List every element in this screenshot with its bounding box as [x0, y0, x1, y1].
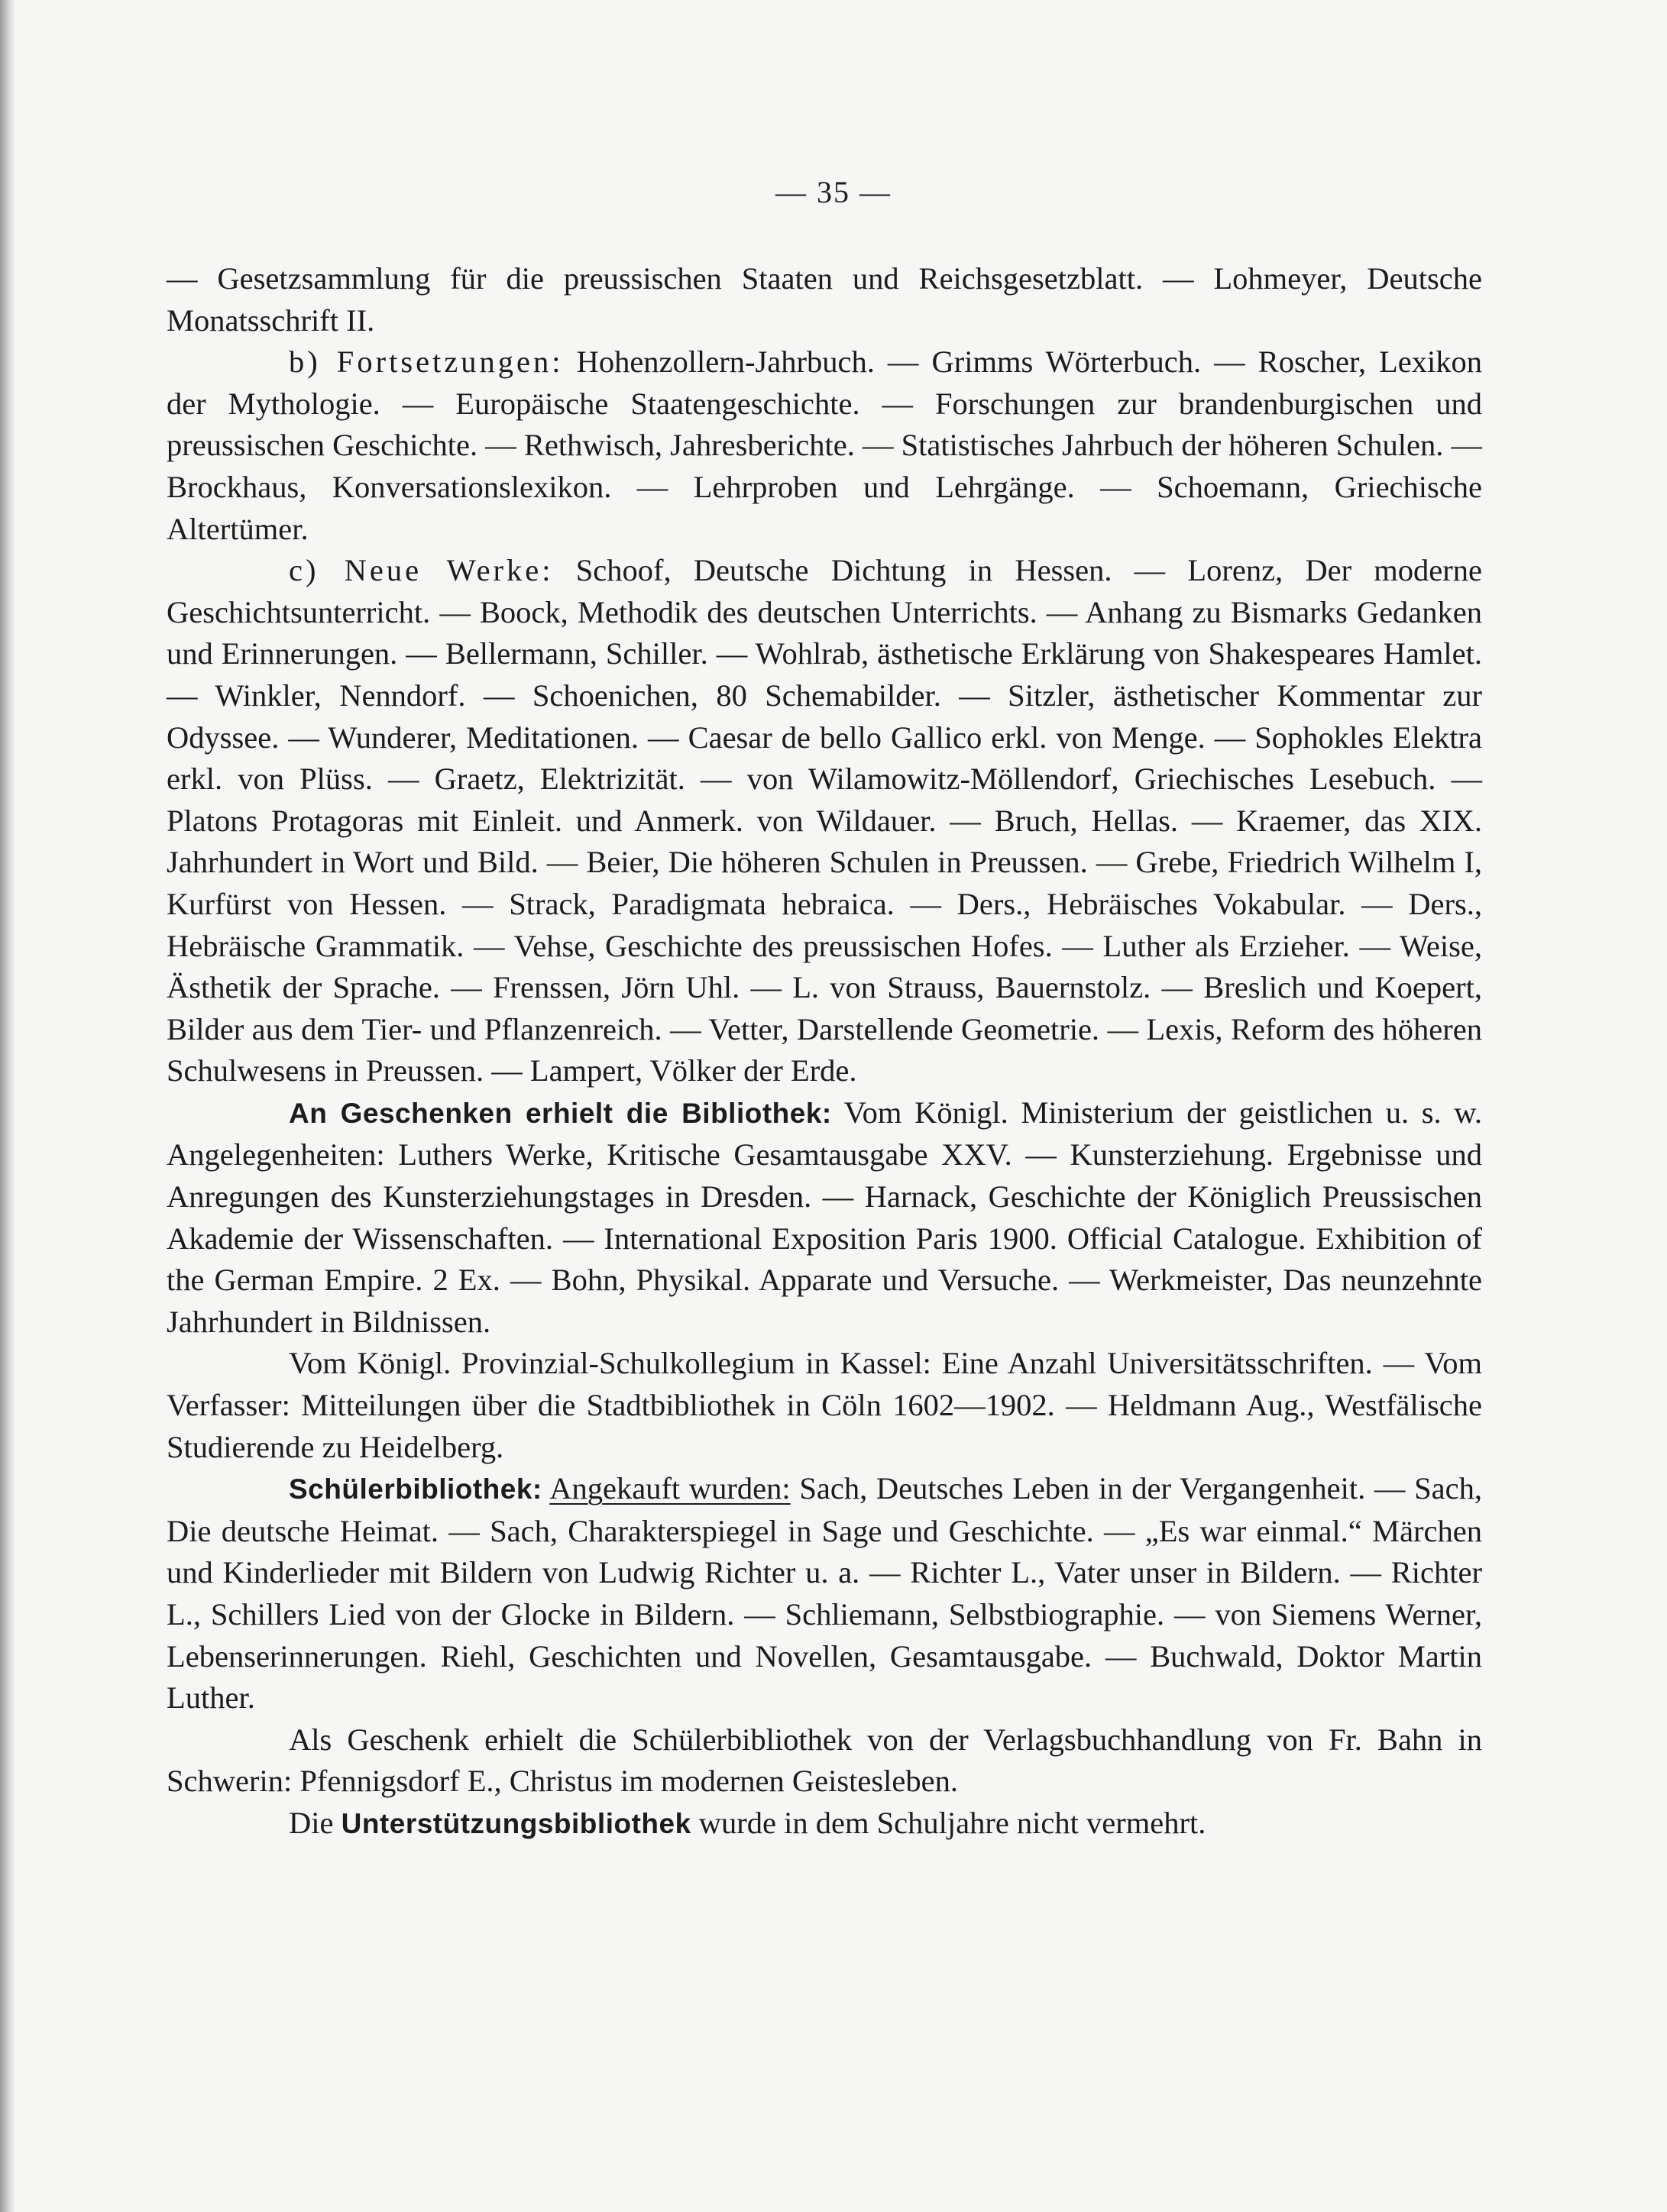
paragraph-text: Vom Königl. Provinzial-Schulkollegium in Kassel: Eine Anzahl Universitätsschriften. — Vom Verfasser: Mitteilungen über die Stadtbibliothek in Cöln 1602—1902. — Heldmann Aug., Westfälische Studierende zu Heidelberg. — [167, 1346, 1482, 1464]
heading-unterstuetzungsbibliothek: Unterstützungsbibliothek — [341, 1807, 691, 1839]
section-label-fortsetzungen: b) Fortsetzungen: — [289, 344, 564, 380]
page-spine-shadow — [0, 0, 15, 2212]
paragraph-geschenke — [167, 1092, 1482, 1344]
paragraph-prefix: Die — [289, 1805, 341, 1840]
page-number: — 35 — — [775, 175, 892, 209]
section-label-neue-werke: c) Neue Werke: — [289, 553, 554, 588]
paragraph-provinzial — [167, 1343, 1482, 1468]
paragraph-text: Hohenzollern-Jahrbuch. — Grimms Wörterbuch. — Roscher, Lexikon der Mythologie. — Europäische Staatengeschichte. — Forschungen zur brandenburgischen und preussischen Geschichte. — Rethwisch, Jahresberichte. — Statistisches Jahrbuch der höheren Schulen. — Brockhaus, Konversationslexikon. — Lehrproben und Lehrgänge. — Schoemann, Griechische Altertümer. — [167, 344, 1482, 546]
paragraph-text: Als Geschenk erhielt die Schülerbibliothek von der Verlagsbuchhandlung von Fr. Bahn in Schwerin: Pfennigsdorf E., Christus im modernen Geistesleben. — [167, 1722, 1482, 1799]
page-body — [167, 258, 1482, 1845]
paragraph-text: — Gesetzsammlung für die preussischen Staaten und Reichsgesetzblatt. — Lohmeyer, Deutsche Monatsschrift II. — [167, 261, 1482, 338]
paragraph-text: Sach, Deutsches Leben in der Vergangenheit. — Sach, Die deutsche Heimat. — Sach, Charakterspiegel in Sage und Geschichte. — „Es war einmal.“ Märchen und Kinderlieder mit Bildern von Ludwig Richter u. a. — Richter L., Vater unser in Bildern. — Richter L., Schillers Lied von der Glocke in Bildern. — Schliemann, Selbstbiographie. — von Siemens Werner, Lebenserinnerungen. Riehl, Geschichten und Novellen, Gesamtausgabe. — Buchwald, Doktor Martin Luther. — [167, 1471, 1482, 1716]
heading-geschenke: An Geschenken erhielt die Bibliothek: — [289, 1097, 832, 1129]
paragraph-neue-werke — [167, 550, 1482, 1092]
paragraph-gesetzsammlung — [167, 258, 1482, 341]
heading-schuelerbibliothek: Schülerbibliothek: — [289, 1473, 542, 1505]
paragraph-schuelerbibliothek — [167, 1468, 1482, 1719]
paragraph-text: Vom Königl. Ministerium der geistlichen u. s. w. Angelegenheiten: Luthers Werke, Kritische Gesamtausgabe XXV. — Kunsterziehung. Ergebnisse und Anregungen des Kunsterziehungstages in Dresden. — Harnack, Geschichte der Königlich Preussischen Akademie der Wissenschaften. — International Exposition Paris 1900. Official Catalogue. Exhibition of the German Empire. 2 Ex. — Bohn, Physikal. Apparate und Versuche. — Werkmeister, Das neunzehnte Jahrhundert in Bildnissen. — [167, 1095, 1482, 1339]
paragraph-text: Schoof, Deutsche Dichtung in Hessen. — Lorenz, Der moderne Geschichtsunterricht. — Boock, Methodik des deutschen Unterrichts. — Anhang zu Bismarks Gedanken und Erinnerungen. — Bellermann, Schiller. — Wohlrab, ästhetische Erklärung von Shakespeares Hamlet. — Winkler, Nenndorf. — Schoenichen, 80 Schemabilder. — Sitzler, ästhetischer Kommentar zur Odyssee. — Wunderer, Meditationen. — Caesar de bello Gallico erkl. von Menge. — Sophokles Elektra erkl. von Plüss. — Graetz, Elektrizität. — von Wilamowitz-Möllendorf, Griechisches Lesebuch. — Platons Protagoras mit Einleit. und Anmerk. von Wildauer. — Bruch, Hellas. — Kraemer, das XIX. Jahrhundert in Wort und Bild. — Beier, Die höheren Schulen in Preussen. — Grebe, Friedrich Wilhelm I, Kurfürst von Hessen. — Strack, Paradigmata hebraica. — Ders., Hebräisches Vokabular. — Ders., Hebräische Grammatik. — Vehse, Geschichte des preussischen Hofes. — Luther als Erzieher. — Weise, Ästhetik der Sprache. — Frenssen, Jörn Uhl. — L. von Strauss, Bauernstolz. — Breslich und Koepert, Bilder aus dem Tier- und Pflanzenreich. — Vetter, Darstellende Geometrie. — Lexis, Reform des höheren Schulwesens in Preussen. — Lampert, Völker der Erde. — [167, 553, 1482, 1088]
paragraph-fortsetzungen — [167, 341, 1482, 550]
paragraph-text: wurde in dem Schuljahre nicht vermehrt. — [691, 1805, 1206, 1840]
paragraph-geschenk-schueler — [167, 1719, 1482, 1803]
paragraph-unterstuetzung — [167, 1803, 1482, 1845]
underlined-angekauft: Angekauft wurden: — [549, 1471, 791, 1506]
